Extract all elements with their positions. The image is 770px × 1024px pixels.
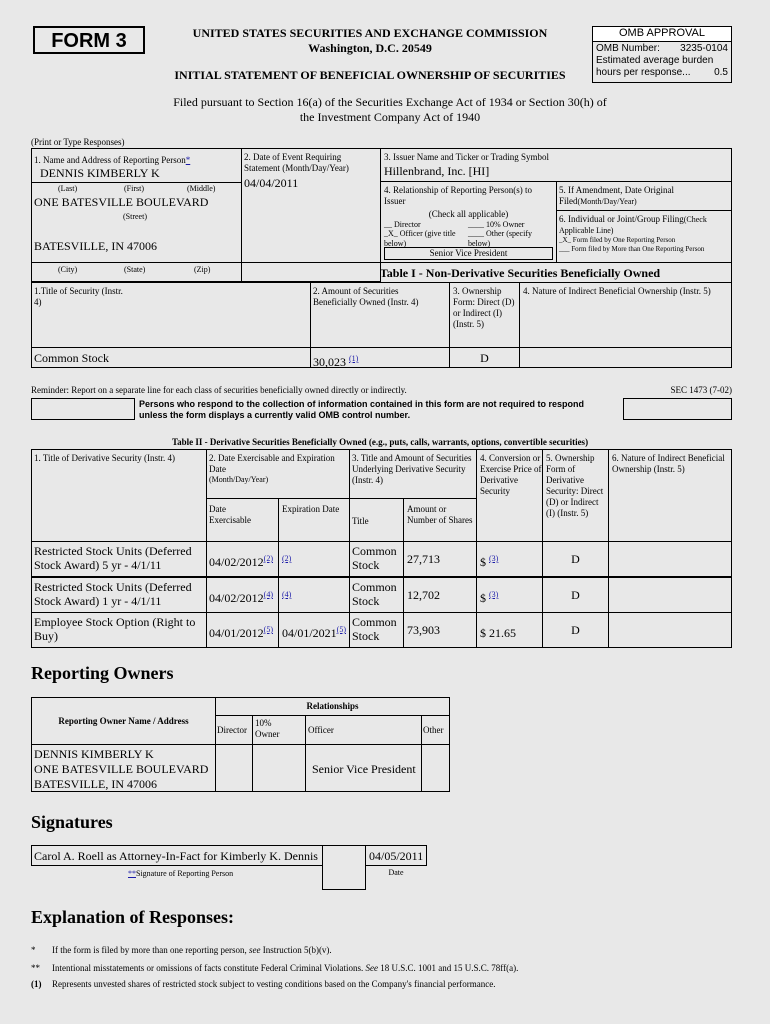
instruction-link-star[interactable]: * — [185, 155, 191, 165]
table2-row-title: Restricted Stock Units (Deferred Stock Award) 1 yr - 4/1/11 — [34, 580, 192, 608]
table2-col3-label: 3. Title and Amount of Securities Underlying Derivative Security (Instr. 4) — [352, 453, 472, 485]
signature-date: 04/05/2011 — [369, 849, 424, 863]
table2-row-underlying-title: Common Stock — [352, 615, 397, 643]
omb-burden-value: 0.5 — [714, 67, 728, 78]
table2-col5-label: 5. Ownership Form of Derivative Security: Direct (D) or Indirect (I) (Instr. 5) — [546, 453, 604, 518]
state-label: (State) — [124, 265, 146, 274]
table2-row-expiration: 04/01/2021$^{(5)}$ — [282, 625, 346, 640]
table2-row-underlying-title: Common Stock — [352, 580, 397, 608]
relationship-officer-title: Senior Vice President — [384, 247, 553, 260]
footnote-link[interactable]: (4) — [282, 590, 292, 599]
omb-burden-line2: hours per response... — [596, 67, 691, 78]
filing-label-suffix: (Check Applicable Line) — [559, 215, 707, 235]
owners-relationships-label: Relationships — [306, 701, 359, 711]
table2-row-expiration — [282, 588, 291, 605]
date-label: Date — [388, 868, 404, 877]
table1-row-nature — [519, 347, 732, 368]
table2-row-form: D — [571, 588, 580, 602]
event-date-value: 04/04/2011 — [244, 176, 299, 190]
relationship-other: ____ Other (specify below) — [468, 229, 532, 248]
owners-row-name3: BATESVILLE, IN 47006 — [34, 777, 157, 791]
table1-col2-label: 2. Amount of Securities Beneficially Owned (Instr. 4) — [313, 286, 419, 307]
amendment-label: 5. If Amendment, Date Original Filed(Month/Day/Year) — [559, 185, 674, 206]
signer-name: Carol A. Roell as Attorney-In-Fact for Kimberly K. Dennis — [34, 849, 318, 863]
event-date-label: 2. Date of Event Requiring Statement (Month/Day/Year) — [244, 152, 349, 173]
footnote-link[interactable]: (5) — [263, 625, 273, 634]
filed-pursuant-line2: the Investment Company Act of 1940 — [299, 110, 481, 124]
omb-approval-box — [592, 26, 732, 83]
omb-number-value: 3235-0104 — [680, 43, 728, 54]
zip-label: (Zip) — [194, 265, 211, 274]
reporting-person-name: DENNIS KIMBERLY K — [40, 166, 160, 180]
table2-col1-label: 1. Title of Derivative Security (Instr. 4) — [34, 453, 175, 463]
reporting-person-street: ONE BATESVILLE BOULEVARD — [34, 195, 209, 209]
signature-label: **Signature of Reporting Person — [128, 869, 234, 878]
amendment-sublabel: (Month/Day/Year) — [577, 197, 637, 206]
explanation-text: Intentional misstatements or omissions of facts constitute Federal Criminal Violations. See 18 U.S.C. 1001 and 15 U.S.C. 78ff(a). — [52, 963, 519, 973]
explanation-text: If the form is filed by more than one reporting person, see Instruction 5(b)(v). — [52, 945, 332, 955]
filing-one-person: _X_ Form filed by One Reporting Person — [559, 236, 676, 244]
table2-row-form: D — [571, 623, 580, 637]
owners-director-col: Director — [217, 725, 247, 735]
table2-row-underlying-title: Common Stock — [352, 544, 397, 572]
table2-row-expiration — [282, 552, 291, 569]
table2-col6-label: 6. Nature of Indirect Beneficial Ownership (Instr. 5) — [612, 453, 725, 474]
table2-row-shares: 73,903 — [407, 623, 440, 637]
last-label: (Last) — [58, 184, 78, 193]
owners-name-col: Reporting Owner Name / Address — [58, 716, 189, 726]
table1-col4-label: 4. Nature of Indirect Beneficial Ownership (Instr. 5) — [523, 286, 711, 296]
table1-row-amount: 30,023 $^{(1)}$ — [313, 354, 359, 369]
table2-col4-label: 4. Conversion or Exercise Price of Derivative Security — [480, 453, 542, 496]
footnote-link-1[interactable]: (1) — [349, 354, 359, 363]
omb-burden-line1: Estimated average burden — [596, 55, 714, 66]
persons-respond-line2: unless the form displays a currently valid OMB control number. — [139, 410, 411, 420]
reporting-person-city: BATESVILLE, IN 47006 — [34, 239, 157, 253]
table2-row-price: $ $^{(3)}$ — [480, 554, 499, 569]
footnote-link[interactable]: (5) — [336, 625, 346, 634]
owners-other-col: Other — [423, 725, 444, 735]
relationship-officer: _X_ Officer (give title below) — [384, 229, 456, 248]
reporting-person-label: 1. Name and Address of Reporting Person* — [34, 155, 191, 165]
explanation-text: Represents unvested shares of restricted stock subject to vesting conditions based on the Company's financial performance. — [52, 979, 496, 989]
reminder-left-box — [31, 398, 135, 420]
table2-col3-a: Title — [352, 516, 369, 526]
table2-row-title: Employee Stock Option (Right to Buy) — [34, 615, 196, 643]
city-label: (City) — [58, 265, 78, 274]
table2-cell — [608, 541, 732, 577]
footnote-link[interactable]: (4) — [263, 590, 273, 599]
print-note: (Print or Type Responses) — [31, 137, 125, 147]
reminder-text: Reminder: Report on a separate line for each class of securities beneficially owned directly or indirectly. — [31, 385, 407, 395]
filing-more-persons: ___ Form filed by More than One Reporting Person — [559, 245, 705, 253]
signatures-heading: Signatures — [31, 812, 113, 832]
filed-pursuant-line1: Filed pursuant to Section 16(a) of the Securities Exchange Act of 1934 or Section 30(h) of — [173, 95, 607, 109]
relationship-check-label: (Check all applicable) — [428, 209, 509, 219]
persons-respond-line1: Persons who respond to the collection of information contained in this form are not required to respond — [139, 399, 585, 409]
reporting-owners-heading: Reporting Owners — [31, 663, 174, 683]
owners-ten-pct-col: 10% Owner — [255, 718, 280, 739]
middle-label: (Middle) — [187, 184, 216, 193]
omb-number-label: OMB Number: — [596, 43, 660, 54]
relationship-label: 4. Relationship of Reporting Person(s) to Issuer — [384, 185, 532, 206]
instruction-link-double-star[interactable]: ** — [128, 869, 136, 878]
explanation-mark: * — [31, 945, 36, 955]
table2-col2-label: 2. Date Exercisable and Expiration Date — [209, 453, 335, 474]
reminder-right-box — [623, 398, 732, 420]
footnote-link[interactable]: (3) — [489, 590, 499, 599]
omb-title: OMB APPROVAL — [593, 27, 731, 42]
table1-col1-label: 1.Title of Security (Instr. 4) — [34, 286, 123, 307]
table2-row-shares: 27,713 — [407, 552, 440, 566]
table2-cell — [608, 612, 732, 648]
issuer-label: 3. Issuer Name and Ticker or Trading Symbol — [384, 152, 549, 162]
table2-col3-b: Amount or Number of Shares — [407, 504, 473, 525]
table2-row-form: D — [571, 552, 580, 566]
footnote-link[interactable]: (3) — [489, 554, 499, 563]
statement-title: INITIAL STATEMENT OF BENEFICIAL OWNERSHIP OF SECURITIES — [174, 68, 566, 82]
footnote-link[interactable]: (2) — [263, 554, 273, 563]
table2-row-exercisable: 04/02/2012$^{(2)}$ — [209, 554, 273, 569]
relationship-ten-pct: ____ 10% Owner — [468, 220, 525, 229]
table2-col2-b: Expiration Date — [282, 504, 340, 514]
table2-title: Table II - Derivative Securities Beneficially Owned (e.g., puts, calls, warrants, options, convertible securities) — [171, 437, 589, 447]
table2-row-price: $ $^{(3)}$ — [480, 590, 499, 605]
table2-col2-a: Date Exercisable — [209, 504, 251, 525]
table2-cell — [608, 577, 732, 613]
form-label: FORM 3 — [33, 26, 145, 54]
signature-spacer-box — [322, 845, 366, 890]
explanation-mark: ** — [31, 963, 40, 973]
owners-row-officer: Senior Vice President — [312, 762, 416, 776]
first-label: (First) — [124, 184, 144, 193]
explanation-mark: (1) — [31, 979, 42, 989]
table2-col2-sublabel: (Month/Day/Year) — [209, 475, 269, 484]
filing-label: 6. Individual or Joint/Group Filing(Check Applicable Line) — [559, 214, 707, 235]
table2-row-shares: 12,702 — [407, 588, 440, 602]
owners-row-name2: ONE BATESVILLE BOULEVARD — [34, 762, 209, 776]
table2-row-price: $ 21.65 — [480, 626, 516, 640]
owners-row-name1: DENNIS KIMBERLY K — [34, 747, 154, 761]
owners-officer-col: Officer — [308, 725, 334, 735]
table1-row-form: D — [480, 351, 489, 365]
issuer-name: Hillenbrand, Inc. [HI] — [384, 164, 490, 178]
table1-row-title: Common Stock — [34, 351, 110, 365]
sec-form-number: SEC 1473 (7-02) — [670, 385, 732, 395]
footnote-link[interactable]: (2) — [282, 554, 292, 563]
table1-title: Table I - Non-Derivative Securities Beneficially Owned — [379, 266, 661, 280]
agency-location: Washington, D.C. 20549 — [308, 41, 432, 55]
table2-row-exercisable: 04/02/2012$^{(4)}$ — [209, 590, 273, 605]
agency-name: UNITED STATES SECURITIES AND EXCHANGE COMMISSION — [192, 26, 548, 40]
table2-row-exercisable: 04/01/2012$^{(5)}$ — [209, 625, 273, 640]
table1-col3-label: 3. Ownership Form: Direct (D) or Indirect (I) (Instr. 5) — [453, 286, 515, 329]
table2-row-title: Restricted Stock Units (Deferred Stock Award) 5 yr - 4/1/11 — [34, 544, 192, 572]
explanation-heading: Explanation of Responses: — [31, 907, 235, 927]
street-label: (Street) — [123, 212, 147, 221]
relationship-director: __ Director — [384, 220, 421, 229]
